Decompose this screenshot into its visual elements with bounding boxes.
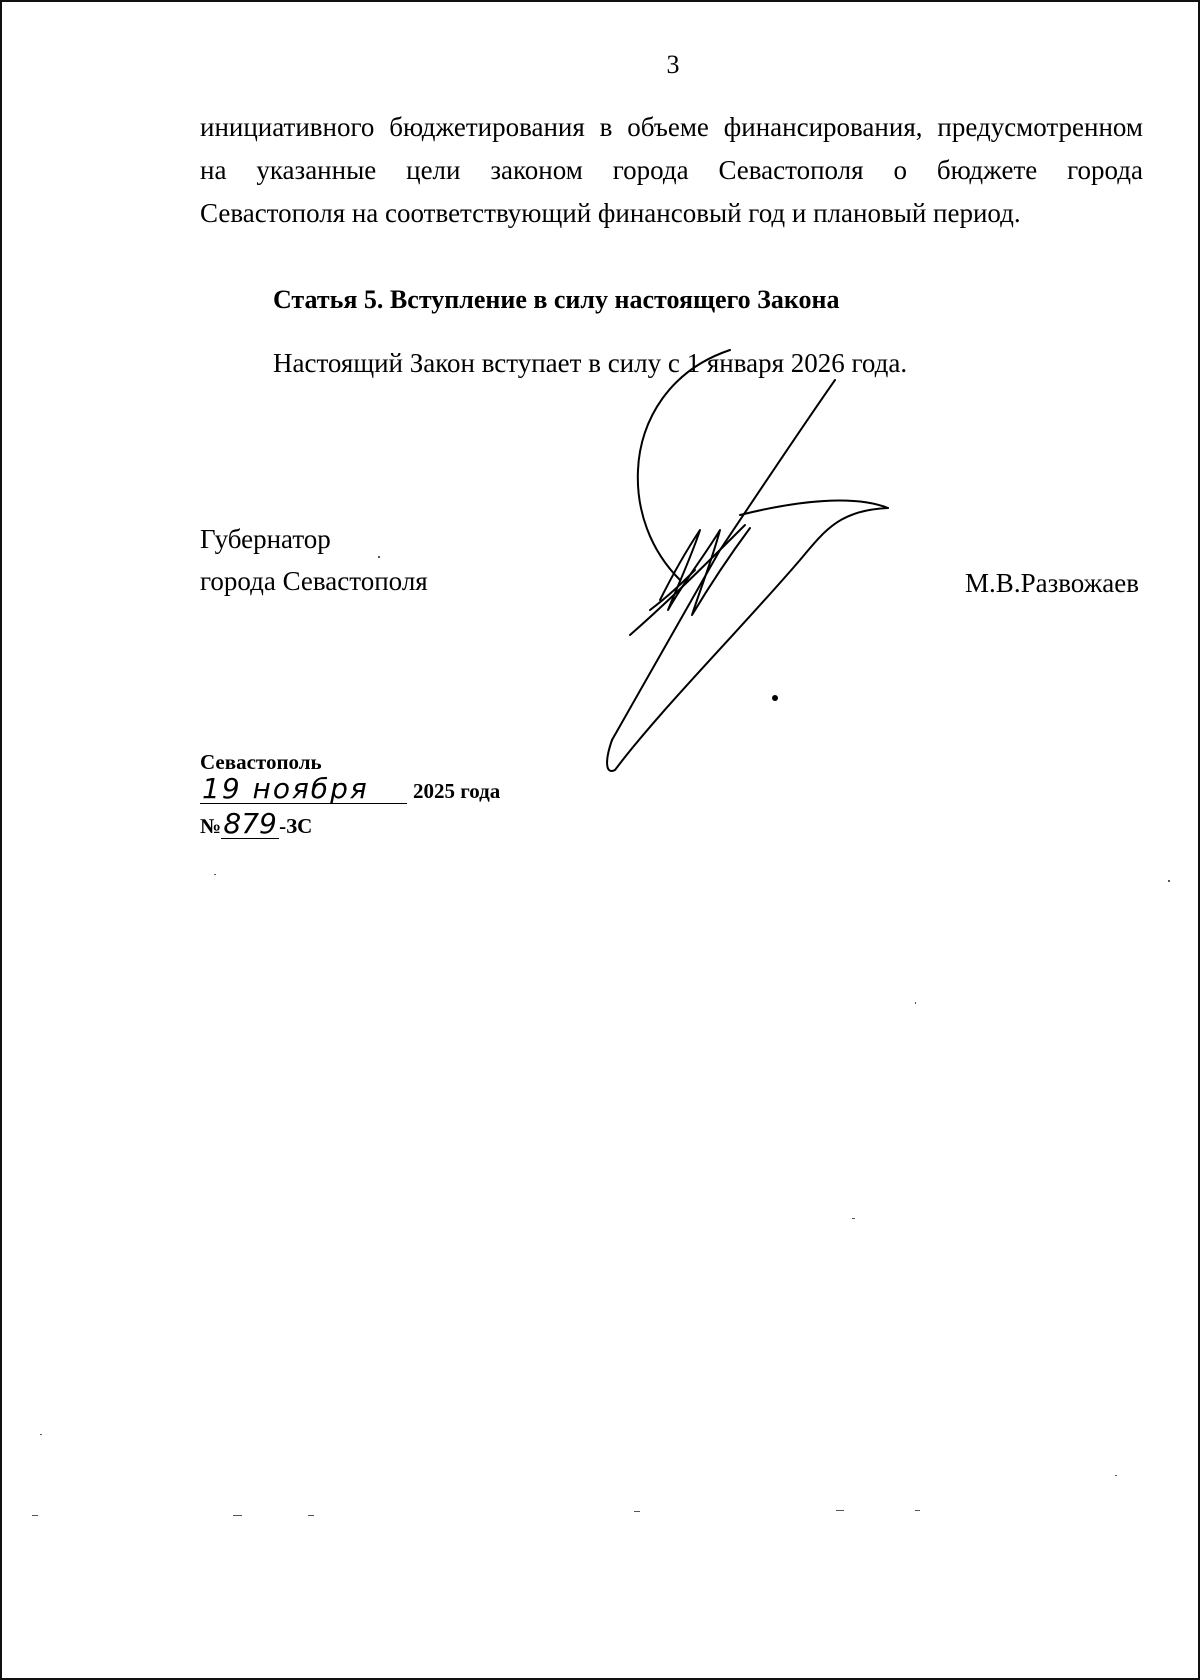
handwritten-date: 19 ноября <box>200 775 407 804</box>
scan-speck <box>1168 880 1170 882</box>
scan-speck <box>40 1434 42 1435</box>
scan-speck <box>1115 1475 1117 1476</box>
handwritten-signature <box>600 330 900 830</box>
paragraph-line: инициативного бюджетирования в объеме финансирования, предусмотренном <box>200 112 1143 142</box>
paragraph-line: на указанные цели законом города Севастополя о бюджете города <box>200 155 1143 185</box>
handwritten-law-number: 879 <box>221 810 279 839</box>
page-number: 3 <box>666 50 680 79</box>
scan-speck <box>378 556 380 558</box>
article-heading: Статья 5. Вступление в силу настоящего Закона <box>273 285 840 314</box>
paragraph-line: Севастополя на соответствующий финансовый год и плановый период. <box>200 198 1021 228</box>
scan-speck <box>214 874 216 875</box>
number-suffix: -ЗС <box>279 814 313 838</box>
date-year: 2025 года <box>413 779 501 803</box>
number-sign: № <box>200 814 222 838</box>
scan-speck <box>308 1515 314 1516</box>
scan-speck <box>836 1510 844 1511</box>
signatory-name: М.В.Развожаев <box>965 568 1139 598</box>
place-of-signing: Севастополь <box>200 750 322 774</box>
signing-date <box>200 772 501 809</box>
paragraph-continuation <box>200 106 1143 235</box>
scan-speck <box>915 1002 916 1004</box>
law-number <box>200 807 313 840</box>
scan-speck <box>634 1511 640 1512</box>
scan-speck <box>915 1510 920 1511</box>
signatory-title-city: города Севастополя <box>200 566 428 596</box>
signatory-title: Губернатор <box>200 524 331 554</box>
article-text: Настоящий Закон вступает в силу с 1 января 2026 года. <box>273 348 908 378</box>
scan-speck <box>32 1515 38 1516</box>
scan-speck <box>852 1218 855 1219</box>
scan-speck <box>233 1515 242 1516</box>
